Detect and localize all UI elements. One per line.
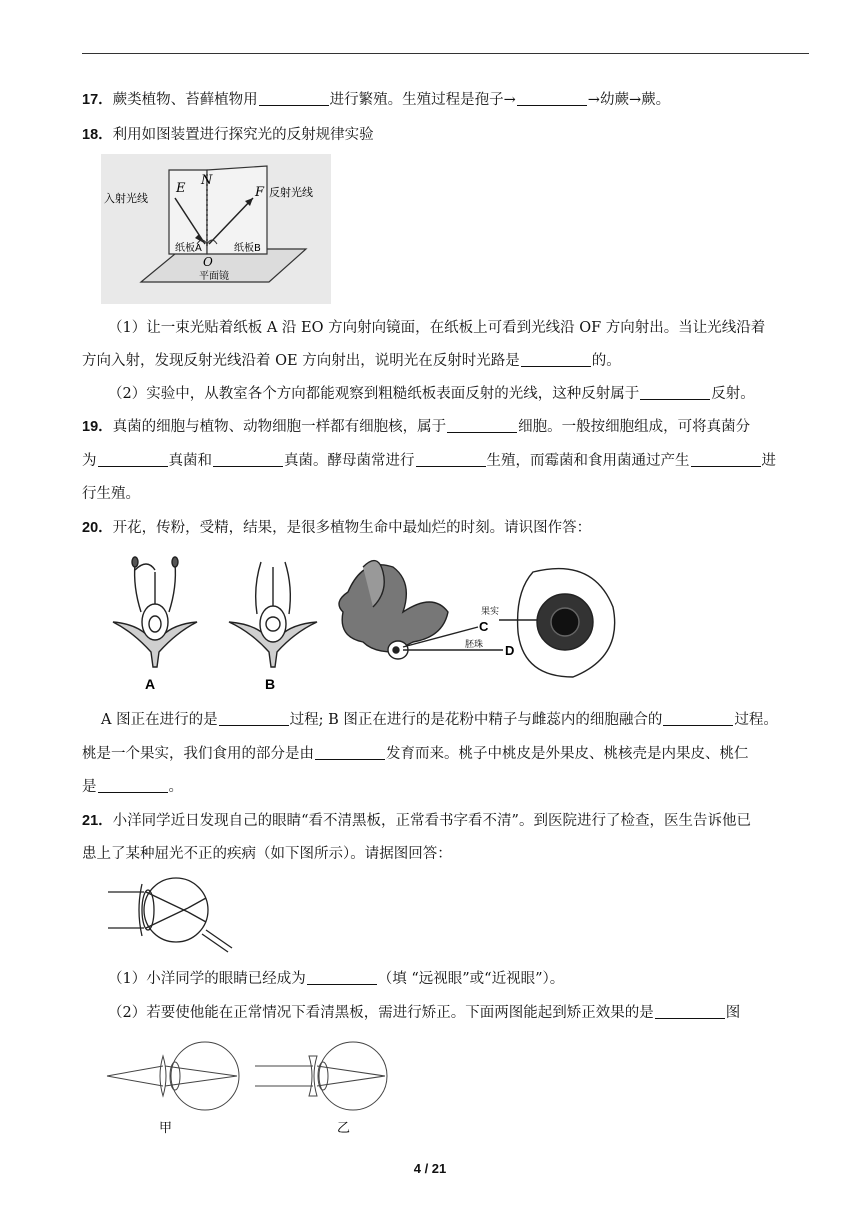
question-number: 21． [82, 813, 113, 829]
question-21-line2 [82, 844, 809, 864]
text: （2）若要使他能在正常情况下看清黑板，需进行矫正。下面两图能起到矫正效果的是 [108, 1005, 654, 1021]
answer-blank[interactable] [521, 352, 591, 367]
text: （2）实验中，从教室各个方向都能观察到粗糙纸板表面反射的光线，这种反射属于 [108, 386, 640, 402]
question-19-line1 [82, 417, 809, 437]
lens-jia-drawing [107, 1042, 239, 1110]
text: →幼蕨→蕨。 [587, 92, 671, 108]
label-d: D [505, 643, 515, 658]
question-number: 18． [82, 127, 113, 143]
answer-blank[interactable] [315, 745, 385, 760]
text: 过程。 [734, 712, 778, 728]
question-19-line2 [82, 451, 809, 471]
question-number: 17． [82, 92, 113, 108]
ovule-label: 胚珠 [465, 640, 484, 650]
answer-blank[interactable] [517, 91, 587, 106]
flower-a-drawing [113, 557, 197, 667]
answer-blank[interactable] [663, 711, 733, 726]
reflection-experiment-figure [101, 154, 331, 304]
answer-blank[interactable] [691, 452, 761, 467]
answer-blank[interactable] [259, 91, 329, 106]
question-18-stem [82, 125, 809, 145]
text: 进 [761, 453, 776, 469]
text: 是 [82, 779, 97, 795]
point-f-label: F [255, 185, 265, 200]
label-yi: 乙 [337, 1121, 351, 1136]
text: （1）让一束光贴着纸板 A 沿 EO 方向射向镜面，在纸板上可看到光线沿 OF 方向射出。当让光线沿着 [108, 320, 766, 336]
header-rule [82, 53, 809, 54]
question-21-part1 [108, 969, 809, 989]
question-17 [82, 90, 809, 110]
text: 进行繁殖。生殖过程是孢子→ [329, 92, 516, 108]
question-20-line2 [82, 744, 809, 764]
question-19-line3 [82, 484, 809, 504]
text: 发育而来。桃子中桃皮是外果皮、桃核壳是内果皮、桃仁 [386, 746, 749, 762]
question-20-stem [82, 518, 809, 538]
incident-ray-label: 入射光线 [104, 192, 148, 205]
text: 利用如图装置进行探究光的反射规律实验 [112, 127, 374, 143]
text: 小洋同学近日发现自己的眼睛“看不清黑板，正常看书字看不清”。到医院进行了检查，医生告诉他已 [112, 813, 751, 829]
text: 图 [725, 1005, 741, 1021]
question-number: 20． [82, 520, 113, 536]
flower-figure [103, 552, 623, 697]
flower-b-label: B [265, 676, 276, 692]
text: 患上了某种屈光不正的疾病（如下图所示）。请据图回答： [82, 846, 452, 862]
lens-yi-drawing [255, 1042, 387, 1110]
text: 细胞。一般按细胞组成，可将真菌分 [518, 419, 751, 435]
page-number: 4 / 21 [413, 1161, 447, 1176]
flower-b-drawing [229, 562, 317, 667]
question-20-line1 [101, 710, 809, 730]
question-18-part1-line1 [108, 318, 809, 338]
text: （1）小洋同学的眼睛已经成为 [108, 971, 306, 987]
answer-blank[interactable] [98, 778, 168, 793]
question-21-line1 [82, 811, 809, 831]
text: 真菌。酵母菌常进行 [284, 453, 415, 469]
reflected-ray-label: 反射光线 [269, 186, 313, 199]
answer-blank[interactable] [98, 452, 168, 467]
point-e-label: E [176, 181, 186, 196]
text: 生殖，而霉菌和食用菌通过产生 [486, 453, 690, 469]
flower-a-label: A [145, 676, 156, 692]
question-number: 19． [82, 419, 113, 435]
text: 真菌的细胞与植物、动物细胞一样都有细胞核，属于 [112, 419, 447, 435]
text: 蕨类植物、苔藓植物用 [112, 92, 258, 108]
question-21-part2 [108, 1003, 809, 1023]
answer-blank[interactable] [655, 1004, 725, 1019]
correction-lenses-figure [105, 1040, 395, 1140]
myopic-eye-figure [106, 872, 236, 956]
text: 过程; B 图正在进行的是花粉中精子与雌蕊内的细胞融合的 [289, 712, 663, 728]
text: 桃是一个果实，我们食用的部分是由 [82, 746, 314, 762]
point-o-label: O [203, 255, 213, 269]
text: 反射。 [711, 386, 755, 402]
board-b-label: 纸板B [234, 243, 261, 254]
answer-blank[interactable] [219, 711, 289, 726]
text: 。 [168, 779, 183, 795]
text: 行生殖。 [82, 486, 140, 502]
text: 的。 [591, 353, 621, 369]
text: 为 [82, 453, 97, 469]
label-c: C [479, 619, 489, 634]
text: （填 “远视眼”或“近视眼”）。 [377, 971, 565, 987]
fruit-label: 果实 [481, 607, 500, 617]
text: 方向入射，发现反射光线沿着 OE 方向射出，说明光在反射时光路是 [82, 353, 520, 369]
mirror-label: 平面镜 [199, 271, 229, 282]
question-18-part2 [108, 384, 809, 404]
peach-drawing [499, 569, 615, 677]
answer-blank[interactable] [447, 418, 517, 433]
question-18-part1-line2 [82, 351, 809, 371]
answer-blank[interactable] [640, 385, 710, 400]
answer-blank[interactable] [307, 970, 377, 985]
answer-blank[interactable] [213, 452, 283, 467]
board-a-label: 纸板A [175, 243, 202, 254]
answer-blank[interactable] [416, 452, 486, 467]
point-n-label: N [201, 173, 213, 188]
question-20-line3 [82, 777, 809, 797]
text: 开花，传粉，受精，结果，是很多植物生命中最灿烂的时刻。请识图作答： [112, 520, 592, 536]
text: A 图正在进行的是 [101, 712, 218, 728]
label-jia: 甲 [159, 1121, 173, 1136]
text: 真菌和 [168, 453, 212, 469]
